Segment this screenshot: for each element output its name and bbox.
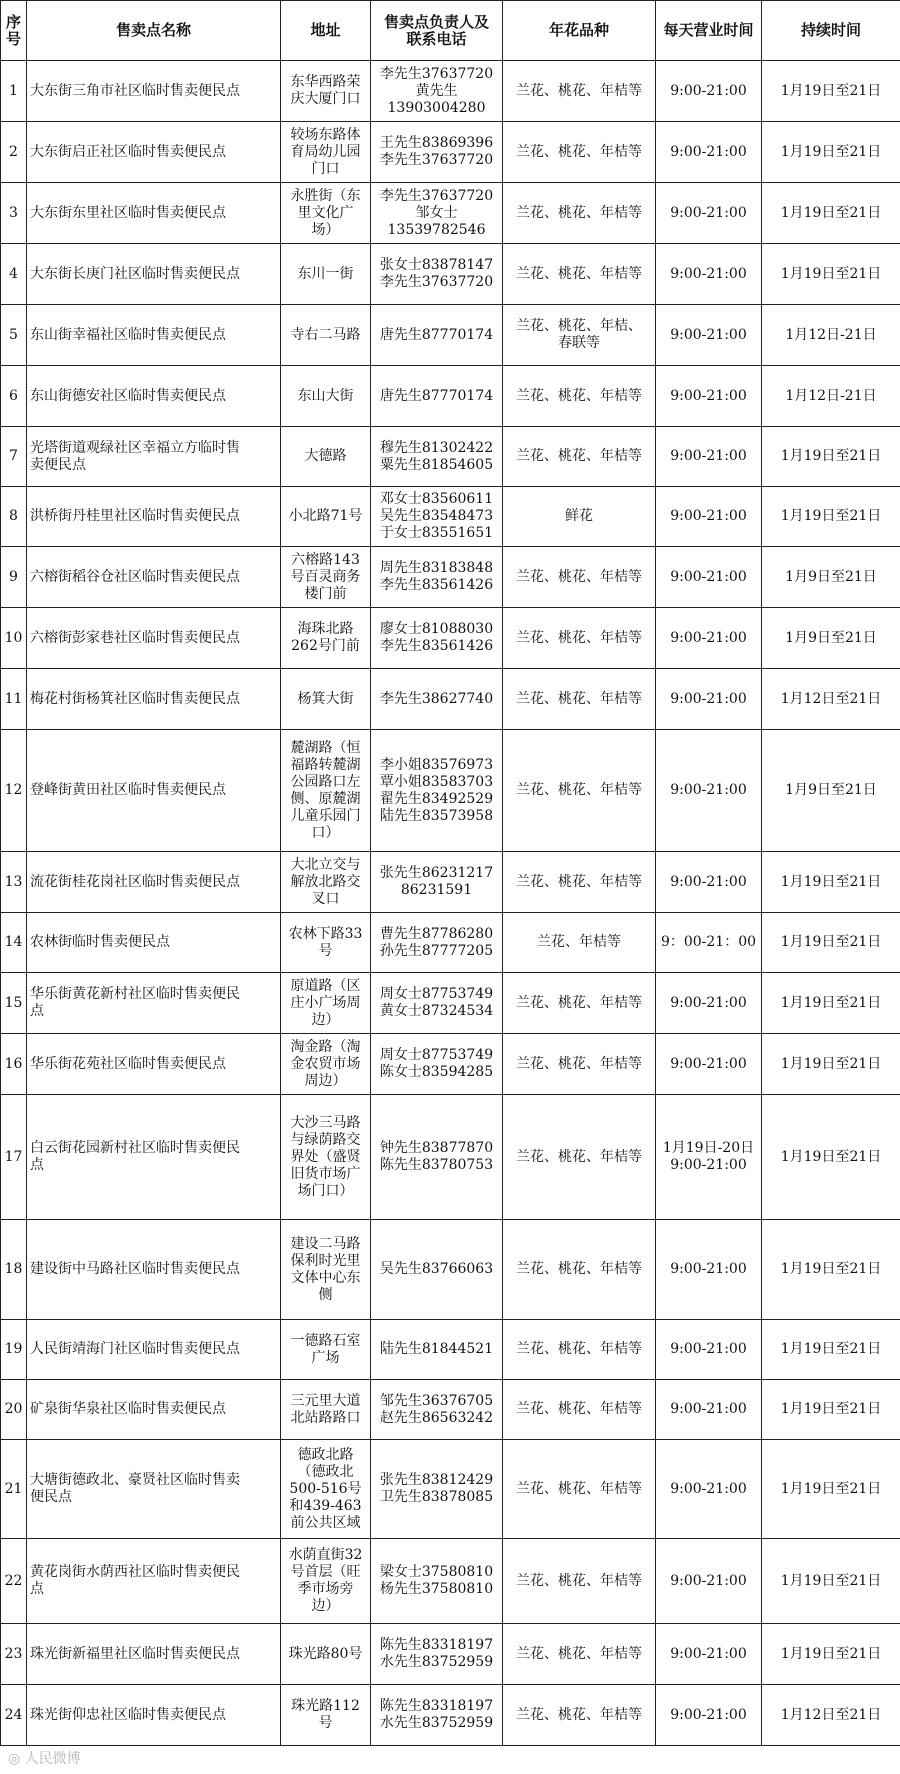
cell-address: 麓湖路（恒 福路转麓湖 公园路口左 侧、原麓湖 儿童乐园门 口） xyxy=(281,730,371,852)
cell-hours: 1月19日-20日 9:00-21:00 xyxy=(656,1095,762,1220)
cell-variety: 兰花、桃花、年桔等 xyxy=(503,608,656,669)
cell-variety: 兰花、桃花、年桔等 xyxy=(503,1624,656,1685)
cell-variety: 兰花、桃花、年桔、 春联等 xyxy=(503,305,656,366)
cell-variety: 兰花、桃花、年桔等 xyxy=(503,730,656,852)
header-address: 地址 xyxy=(281,1,371,61)
cell-hours: 9:00-21:00 xyxy=(656,244,762,305)
cell-hours: 9：00-21：00 xyxy=(656,913,762,973)
cell-contact: 张先生83812429 卫先生83878085 xyxy=(371,1440,503,1539)
cell-hours: 9:00-21:00 xyxy=(656,122,762,183)
table-row xyxy=(1,547,900,608)
cell-address: 一德路石室 广场 xyxy=(281,1320,371,1380)
table-row xyxy=(1,1539,900,1624)
cell-hours: 9:00-21:00 xyxy=(656,1380,762,1440)
cell-variety: 兰花、桃花、年桔等 xyxy=(503,366,656,427)
cell-hours: 9:00-21:00 xyxy=(656,852,762,913)
cell-address: 大德路 xyxy=(281,427,371,487)
cell-name: 建设街中马路社区临时售卖便民点 xyxy=(27,1220,281,1320)
table-row xyxy=(1,122,900,183)
cell-variety: 兰花、桃花、年桔等 xyxy=(503,1095,656,1220)
cell-hours: 9:00-21:00 xyxy=(656,1539,762,1624)
cell-no: 11 xyxy=(1,669,27,730)
cell-duration: 1月19日至21日 xyxy=(762,61,900,122)
cell-duration: 1月19日至21日 xyxy=(762,973,900,1034)
cell-hours: 9:00-21:00 xyxy=(656,973,762,1034)
cell-no: 21 xyxy=(1,1440,27,1539)
cell-no: 1 xyxy=(1,61,27,122)
cell-hours: 9:00-21:00 xyxy=(656,61,762,122)
cell-no: 16 xyxy=(1,1034,27,1095)
cell-address: 东华西路荣 庆大厦门口 xyxy=(281,61,371,122)
cell-variety: 兰花、桃花、年桔等 xyxy=(503,1440,656,1539)
header-variety: 年花品种 xyxy=(503,1,656,61)
table-row xyxy=(1,366,900,427)
cell-variety: 兰花、桃花、年桔等 xyxy=(503,547,656,608)
cell-hours: 9:00-21:00 xyxy=(656,1034,762,1095)
cell-contact: 邓女士83560611 吴先生83548473 于女士83551651 xyxy=(371,487,503,547)
cell-hours: 9:00-21:00 xyxy=(656,730,762,852)
cell-variety: 兰花、桃花、年桔等 xyxy=(503,973,656,1034)
table-body xyxy=(1,61,900,1746)
cell-address: 建设二马路 保利时光里 文体中心东 侧 xyxy=(281,1220,371,1320)
cell-address: 农林下路33 号 xyxy=(281,913,371,973)
cell-name: 洪桥街丹桂里社区临时售卖便民点 xyxy=(27,487,281,547)
cell-hours: 9:00-21:00 xyxy=(656,669,762,730)
cell-contact: 李先生37637720 黄先生13903004280 xyxy=(371,61,503,122)
cell-variety: 兰花、桃花、年桔等 xyxy=(503,669,656,730)
cell-duration: 1月19日至21日 xyxy=(762,913,900,973)
cell-name: 梅花村街杨箕社区临时售卖便民点 xyxy=(27,669,281,730)
cell-no: 22 xyxy=(1,1539,27,1624)
cell-address: 永胜街（东 里文化广 场） xyxy=(281,183,371,244)
cell-duration: 1月19日至21日 xyxy=(762,1380,900,1440)
cell-hours: 9:00-21:00 xyxy=(656,547,762,608)
cell-no: 14 xyxy=(1,913,27,973)
cell-contact: 周女士87753749 黄女士87324534 xyxy=(371,973,503,1034)
cell-contact: 李小姐83576973 覃小姐83583703 翟先生83492529 陆先生83573958 xyxy=(371,730,503,852)
cell-duration: 1月19日至21日 xyxy=(762,427,900,487)
cell-no: 13 xyxy=(1,852,27,913)
cell-contact: 钟先生83877870 陈先生83780753 xyxy=(371,1095,503,1220)
cell-duration: 1月19日至21日 xyxy=(762,122,900,183)
cell-variety: 兰花、桃花、年桔等 xyxy=(503,1380,656,1440)
cell-hours: 9:00-21:00 xyxy=(656,427,762,487)
table-row xyxy=(1,1220,900,1320)
cell-address: 原道路（区 庄小广场周 边） xyxy=(281,973,371,1034)
cell-address: 三元里大道 北站路路口 xyxy=(281,1380,371,1440)
cell-address: 海珠北路 262号门前 xyxy=(281,608,371,669)
cell-no: 9 xyxy=(1,547,27,608)
cell-variety: 兰花、桃花、年桔等 xyxy=(503,122,656,183)
cell-contact: 王先生83869396 李先生37637720 xyxy=(371,122,503,183)
table-row xyxy=(1,427,900,487)
cell-hours: 9:00-21:00 xyxy=(656,305,762,366)
cell-contact: 吴先生83766063 xyxy=(371,1220,503,1320)
cell-name: 流花街桂花岗社区临时售卖便民点 xyxy=(27,852,281,913)
cell-variety: 兰花、桃花、年桔等 xyxy=(503,244,656,305)
cell-hours: 9:00-21:00 xyxy=(656,1320,762,1380)
cell-name: 人民街靖海门社区临时售卖便民点 xyxy=(27,1320,281,1380)
cell-name: 黄花岗街水荫西社区临时售卖便民 点 xyxy=(27,1539,281,1624)
cell-address: 淘金路（淘 金农贸市场 周边） xyxy=(281,1034,371,1095)
cell-no: 12 xyxy=(1,730,27,852)
header-row xyxy=(1,1,900,61)
table-row xyxy=(1,1440,900,1539)
cell-name: 光塔街道观绿社区幸福立方临时售 卖便民点 xyxy=(27,427,281,487)
cell-name: 农林街临时售卖便民点 xyxy=(27,913,281,973)
cell-no: 15 xyxy=(1,973,27,1034)
table-row xyxy=(1,61,900,122)
header-name: 售卖点名称 xyxy=(27,1,281,61)
cell-contact: 陈先生83318197 水先生83752959 xyxy=(371,1624,503,1685)
table-row xyxy=(1,1095,900,1220)
cell-variety: 兰花、桃花、年桔等 xyxy=(503,61,656,122)
cell-variety: 兰花、桃花、年桔等 xyxy=(503,1685,656,1746)
cell-hours: 9:00-21:00 xyxy=(656,1624,762,1685)
table-row xyxy=(1,1685,900,1746)
cell-contact: 邹先生36376705 赵先生86563242 xyxy=(371,1380,503,1440)
table-row xyxy=(1,608,900,669)
cell-hours: 9:00-21:00 xyxy=(656,366,762,427)
cell-contact: 周女士87753749 陈女士83594285 xyxy=(371,1034,503,1095)
cell-no: 19 xyxy=(1,1320,27,1380)
cell-no: 2 xyxy=(1,122,27,183)
cell-no: 6 xyxy=(1,366,27,427)
table-row xyxy=(1,1320,900,1380)
watermark: ◎ 人民微博 xyxy=(8,1751,81,1767)
cell-duration: 1月19日至21日 xyxy=(762,244,900,305)
cell-duration: 1月12日-21日 xyxy=(762,366,900,427)
cell-name: 珠光街新福里社区临时售卖便民点 xyxy=(27,1624,281,1685)
table-row xyxy=(1,487,900,547)
cell-no: 20 xyxy=(1,1380,27,1440)
header-contact: 售卖点负责人及 联系电话 xyxy=(371,1,503,61)
cell-duration: 1月9日至21日 xyxy=(762,730,900,852)
cell-duration: 1月19日至21日 xyxy=(762,1034,900,1095)
cell-name: 东山街德安社区临时售卖便民点 xyxy=(27,366,281,427)
cell-no: 8 xyxy=(1,487,27,547)
cell-address: 大沙三马路 与绿荫路交 界处（盛贤 旧货市场广 场门口） xyxy=(281,1095,371,1220)
table-row xyxy=(1,852,900,913)
cell-name: 大东街东里社区临时售卖便民点 xyxy=(27,183,281,244)
cell-address: 东川一街 xyxy=(281,244,371,305)
cell-name: 华乐街花苑社区临时售卖便民点 xyxy=(27,1034,281,1095)
cell-no: 24 xyxy=(1,1685,27,1746)
cell-duration: 1月12日至21日 xyxy=(762,669,900,730)
cell-name: 六榕街稻谷仓社区临时售卖便民点 xyxy=(27,547,281,608)
cell-duration: 1月19日至21日 xyxy=(762,183,900,244)
cell-name: 六榕街彭家巷社区临时售卖便民点 xyxy=(27,608,281,669)
cell-name: 登峰街黄田社区临时售卖便民点 xyxy=(27,730,281,852)
cell-no: 23 xyxy=(1,1624,27,1685)
cell-hours: 9:00-21:00 xyxy=(656,487,762,547)
cell-duration: 1月9日至21日 xyxy=(762,608,900,669)
cell-name: 矿泉街华泉社区临时售卖便民点 xyxy=(27,1380,281,1440)
cell-contact: 周先生83183848 李先生83561426 xyxy=(371,547,503,608)
cell-duration: 1月19日至21日 xyxy=(762,487,900,547)
cell-address: 水荫直街32 号首层（旺 季市场旁 边） xyxy=(281,1539,371,1624)
cell-no: 10 xyxy=(1,608,27,669)
cell-hours: 9:00-21:00 xyxy=(656,608,762,669)
cell-address: 大北立交与 解放北路交 叉口 xyxy=(281,852,371,913)
cell-address: 杨箕大街 xyxy=(281,669,371,730)
cell-variety: 兰花、桃花、年桔等 xyxy=(503,183,656,244)
cell-address: 德政北路 （德政北 500-516号 和439-463 前公共区域 xyxy=(281,1440,371,1539)
table-row xyxy=(1,305,900,366)
cell-duration: 1月19日至21日 xyxy=(762,1539,900,1624)
cell-duration: 1月19日至21日 xyxy=(762,1095,900,1220)
cell-contact: 唐先生87770174 xyxy=(371,366,503,427)
cell-contact: 唐先生87770174 xyxy=(371,305,503,366)
cell-name: 东山街幸福社区临时售卖便民点 xyxy=(27,305,281,366)
header-hours: 每天营业时间 xyxy=(656,1,762,61)
cell-contact: 廖女士81088030 李先生83561426 xyxy=(371,608,503,669)
header-no: 序 号 xyxy=(1,1,27,61)
table-row xyxy=(1,669,900,730)
cell-address: 珠光路112 号 xyxy=(281,1685,371,1746)
cell-variety: 兰花、桃花、年桔等 xyxy=(503,1539,656,1624)
cell-no: 17 xyxy=(1,1095,27,1220)
cell-address: 小北路71号 xyxy=(281,487,371,547)
cell-variety: 兰花、桃花、年桔等 xyxy=(503,1320,656,1380)
cell-no: 7 xyxy=(1,427,27,487)
cell-no: 3 xyxy=(1,183,27,244)
cell-variety: 兰花、桃花、年桔等 xyxy=(503,852,656,913)
cell-contact: 陆先生81844521 xyxy=(371,1320,503,1380)
header-duration: 持续时间 xyxy=(762,1,900,61)
table-row xyxy=(1,244,900,305)
cell-duration: 1月12日至21日 xyxy=(762,1685,900,1746)
cell-name: 大塘街德政北、豪贤社区临时售卖 便民点 xyxy=(27,1440,281,1539)
cell-name: 大东街启正社区临时售卖便民点 xyxy=(27,122,281,183)
cell-duration: 1月19日至21日 xyxy=(762,1320,900,1380)
cell-contact: 李先生37637720 邹女士13539782546 xyxy=(371,183,503,244)
cell-contact: 穆先生81302422 粟先生81854605 xyxy=(371,427,503,487)
cell-no: 4 xyxy=(1,244,27,305)
cell-name: 白云街花园新村社区临时售卖便民 点 xyxy=(27,1095,281,1220)
cell-no: 5 xyxy=(1,305,27,366)
cell-variety: 兰花、年桔等 xyxy=(503,913,656,973)
cell-address: 较场东路体 育局幼儿园 门口 xyxy=(281,122,371,183)
cell-hours: 9:00-21:00 xyxy=(656,1685,762,1746)
cell-contact: 陈先生83318197 水先生83752959 xyxy=(371,1685,503,1746)
cell-contact: 张女士83878147 李先生37637720 xyxy=(371,244,503,305)
table-row xyxy=(1,1380,900,1440)
table-row xyxy=(1,1624,900,1685)
cell-variety: 兰花、桃花、年桔等 xyxy=(503,1034,656,1095)
cell-duration: 1月19日至21日 xyxy=(762,852,900,913)
cell-contact: 曹先生87786280 孙先生87777205 xyxy=(371,913,503,973)
cell-hours: 9:00-21:00 xyxy=(656,1440,762,1539)
cell-address: 东山大街 xyxy=(281,366,371,427)
cell-name: 大东街三角市社区临时售卖便民点 xyxy=(27,61,281,122)
cell-duration: 1月19日至21日 xyxy=(762,1440,900,1539)
cell-variety: 兰花、桃花、年桔等 xyxy=(503,1220,656,1320)
cell-no: 18 xyxy=(1,1220,27,1320)
cell-contact: 李先生38627740 xyxy=(371,669,503,730)
table-row xyxy=(1,913,900,973)
cell-name: 华乐街黄花新村社区临时售卖便民 点 xyxy=(27,973,281,1034)
cell-contact: 张先生86231217 86231591 xyxy=(371,852,503,913)
cell-contact: 梁女士37580810 杨先生37580810 xyxy=(371,1539,503,1624)
table-row xyxy=(1,183,900,244)
cell-address: 珠光路80号 xyxy=(281,1624,371,1685)
cell-duration: 1月12日-21日 xyxy=(762,305,900,366)
table-row xyxy=(1,973,900,1034)
cell-duration: 1月19日至21日 xyxy=(762,1624,900,1685)
table-row xyxy=(1,1034,900,1095)
cell-address: 六榕路143 号百灵商务 楼门前 xyxy=(281,547,371,608)
cell-duration: 1月9日至21日 xyxy=(762,547,900,608)
cell-name: 珠光街仰忠社区临时售卖便民点 xyxy=(27,1685,281,1746)
cell-address: 寺右二马路 xyxy=(281,305,371,366)
cell-variety: 兰花、桃花、年桔等 xyxy=(503,427,656,487)
cell-variety: 鲜花 xyxy=(503,487,656,547)
cell-hours: 9:00-21:00 xyxy=(656,1220,762,1320)
cell-name: 大东街长庚门社区临时售卖便民点 xyxy=(27,244,281,305)
table-row xyxy=(1,730,900,852)
cell-hours: 9:00-21:00 xyxy=(656,183,762,244)
cell-duration: 1月19日至21日 xyxy=(762,1220,900,1320)
